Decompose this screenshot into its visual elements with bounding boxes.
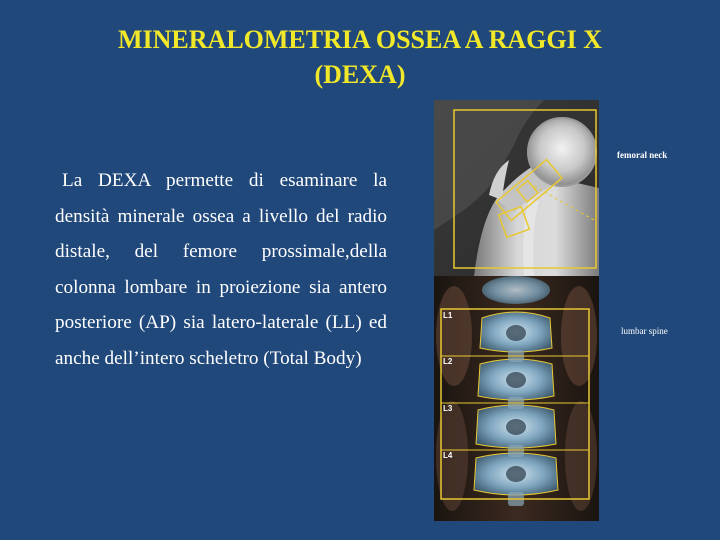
vertebra-label-l4: L4 xyxy=(443,451,453,460)
vertebra-label-l1: L1 xyxy=(443,311,453,320)
slide-title-line-2: (DEXA) xyxy=(314,60,406,89)
slide-title xyxy=(60,22,660,92)
body-paragraph: La DEXA permette di esaminare la densità minerale ossea a livello del radio distale, del femore prossimale,della colonna lombare in proiezione sia antero posteriore (AP) sia latero-laterale (LL) ed anche dell’intero scheletro (Total Body) xyxy=(55,170,387,369)
slide-title-line-1: MINERALOMETRIA OSSEA A RAGGI X xyxy=(118,25,602,54)
vertebra-label-l3: L3 xyxy=(443,404,453,413)
spine-dexa-image xyxy=(434,276,599,521)
femur-dexa-image xyxy=(434,100,599,276)
femoral-neck-caption: femoral neck xyxy=(617,150,668,160)
vertebra-label-l2: L2 xyxy=(443,357,453,366)
lumbar-spine-caption: lumbar spine xyxy=(621,326,668,336)
